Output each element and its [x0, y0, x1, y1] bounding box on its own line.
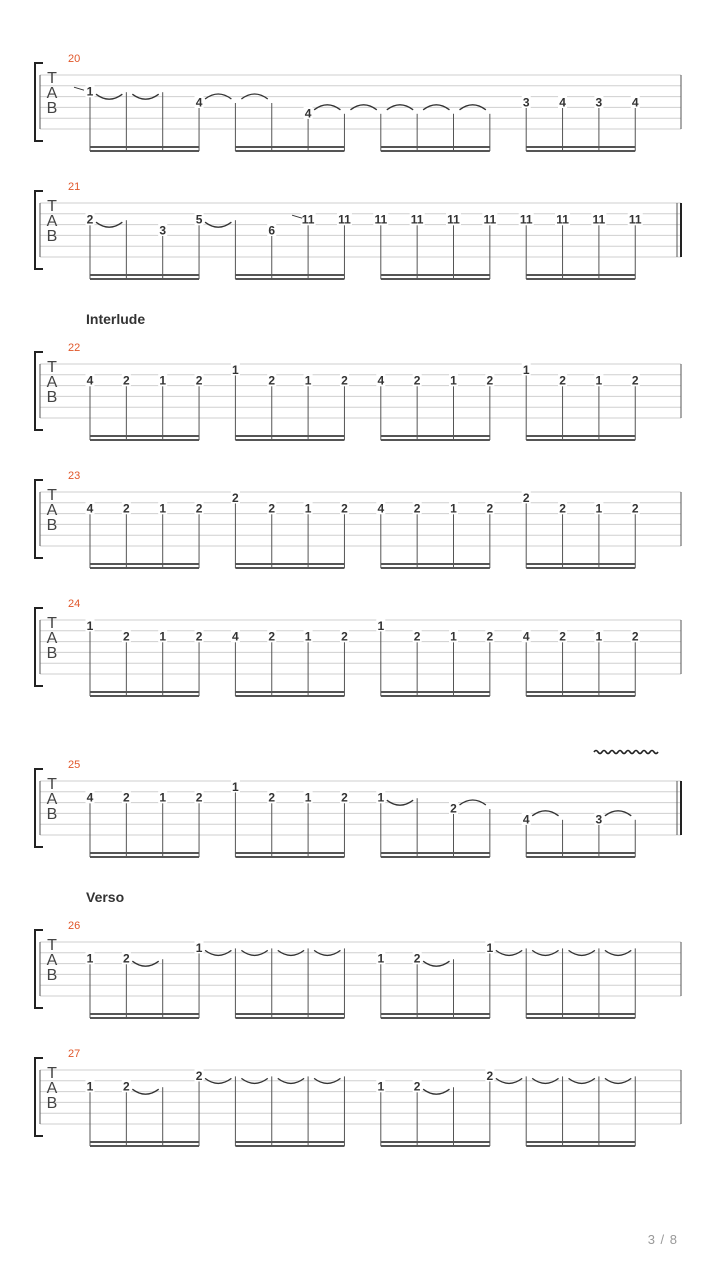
fret-number[interactable]: 1: [232, 362, 239, 377]
vibrato-mark: [594, 751, 658, 754]
fret-number[interactable]: 1: [159, 790, 167, 805]
fret-number[interactable]: 2: [631, 501, 639, 516]
tab-clef-letter: T: [47, 487, 57, 504]
fret-number[interactable]: 3: [595, 95, 603, 110]
section-label-verso: Verso: [86, 889, 125, 905]
fret-number[interactable]: 1: [377, 1079, 385, 1094]
slide-mark: [74, 87, 84, 90]
tab-clef-letter: T: [47, 198, 57, 215]
fret-number[interactable]: 1: [86, 84, 94, 99]
bar-number: 25: [68, 759, 81, 771]
fret-number[interactable]: 1: [304, 629, 312, 644]
fret-number[interactable]: 2: [559, 501, 566, 516]
fret-number[interactable]: 11: [410, 212, 424, 227]
tab-clef-letter: A: [46, 952, 58, 969]
fret-number[interactable]: 1: [232, 779, 239, 794]
fret-number[interactable]: 2: [123, 790, 130, 805]
tab-clef-letter: A: [46, 213, 58, 230]
fret-number[interactable]: 2: [413, 1079, 421, 1094]
tab-system: [35, 470, 681, 568]
fret-number[interactable]: 1: [195, 940, 203, 955]
fret-number[interactable]: 4: [377, 501, 385, 516]
fret-number[interactable]: 1: [159, 501, 167, 516]
fret-number[interactable]: 11: [556, 212, 569, 227]
fret-number[interactable]: 2: [486, 629, 494, 644]
fret-number[interactable]: 4: [522, 629, 530, 644]
tab-clef-letter: B: [46, 228, 58, 245]
tab-clef-letter: T: [47, 937, 57, 954]
fret-number[interactable]: 2: [195, 501, 203, 516]
fret-number[interactable]: 11: [338, 212, 351, 227]
fret-number[interactable]: 1: [522, 362, 530, 377]
fret-number[interactable]: 2: [450, 801, 457, 816]
fret-number[interactable]: 4: [631, 95, 639, 110]
fret-number[interactable]: 3: [595, 812, 603, 827]
fret-number[interactable]: 4: [304, 106, 312, 121]
fret-number[interactable]: 2: [268, 501, 276, 516]
fret-number[interactable]: 2: [413, 629, 421, 644]
fret-number[interactable]: 3: [522, 95, 530, 110]
tab-system: [35, 342, 681, 440]
tab-clef-letter: A: [46, 502, 58, 519]
bar-number: 24: [68, 598, 81, 610]
fret-number[interactable]: 1: [377, 951, 385, 966]
tab-clef-letter: A: [46, 1080, 58, 1097]
tab-system: [35, 751, 681, 858]
tab-clef-letter: A: [46, 85, 58, 102]
fret-number[interactable]: 4: [232, 629, 239, 644]
fret-number[interactable]: 2: [522, 490, 530, 505]
fret-number[interactable]: 11: [483, 212, 497, 227]
fret-number[interactable]: 4: [86, 790, 94, 805]
fret-number[interactable]: 11: [592, 212, 606, 227]
fret-number[interactable]: 2: [123, 951, 130, 966]
fret-number[interactable]: 5: [195, 212, 203, 227]
fret-number[interactable]: 2: [123, 373, 130, 388]
fret-number[interactable]: 1: [86, 1079, 94, 1094]
fret-number[interactable]: 2: [268, 373, 276, 388]
tab-system: [35, 1048, 681, 1146]
bar-number: 20: [68, 53, 81, 65]
fret-number[interactable]: 2: [268, 629, 276, 644]
fret-number[interactable]: 1: [595, 629, 603, 644]
tab-system: [35, 920, 681, 1018]
fret-number[interactable]: 1: [304, 501, 312, 516]
fret-number[interactable]: 2: [123, 1079, 130, 1094]
bar-number: 21: [68, 181, 81, 193]
tab-clef-letter: T: [47, 1065, 57, 1082]
bar-number: 26: [68, 920, 81, 932]
fret-number[interactable]: 1: [159, 629, 167, 644]
tab-clef-letter: B: [46, 517, 58, 534]
fret-number[interactable]: 1: [377, 618, 385, 633]
fret-number[interactable]: 2: [486, 373, 494, 388]
fret-number[interactable]: 1: [86, 618, 94, 633]
fret-number[interactable]: 2: [341, 373, 348, 388]
tab-clef-letter: B: [46, 645, 58, 662]
fret-number[interactable]: 2: [195, 790, 203, 805]
tab-clef-letter: B: [46, 967, 58, 984]
tab-system: [35, 598, 681, 696]
fret-number[interactable]: 1: [450, 629, 457, 644]
fret-number[interactable]: 2: [341, 501, 348, 516]
fret-number[interactable]: 2: [123, 629, 130, 644]
fret-number[interactable]: 2: [195, 629, 203, 644]
fret-number[interactable]: 2: [631, 629, 639, 644]
tab-clef-letter: T: [47, 776, 57, 793]
fret-number[interactable]: 4: [522, 812, 530, 827]
fret-number[interactable]: 1: [304, 373, 312, 388]
fret-number[interactable]: 2: [123, 501, 130, 516]
fret-number[interactable]: 2: [413, 951, 421, 966]
fret-number[interactable]: 6: [268, 223, 276, 238]
section-label-interlude: Interlude: [86, 311, 146, 327]
page-number: 3 / 8: [647, 1232, 678, 1247]
fret-number[interactable]: 1: [595, 373, 603, 388]
fret-number[interactable]: 1: [595, 501, 603, 516]
fret-number[interactable]: 4: [86, 501, 94, 516]
fret-number[interactable]: 2: [413, 501, 421, 516]
fret-number[interactable]: 1: [377, 790, 385, 805]
fret-number[interactable]: 1: [450, 373, 457, 388]
fret-number[interactable]: 2: [559, 629, 566, 644]
bar-number: 27: [68, 1048, 81, 1060]
fret-number[interactable]: 2: [268, 790, 276, 805]
fret-number[interactable]: 1: [304, 790, 312, 805]
fret-number[interactable]: 11: [374, 212, 388, 227]
tab-clef-letter: B: [46, 389, 58, 406]
tab-system: [35, 181, 681, 279]
fret-number[interactable]: 11: [628, 212, 642, 227]
tab-clef-letter: B: [46, 1095, 58, 1112]
fret-number[interactable]: 4: [86, 373, 94, 388]
tab-clef-letter: B: [46, 806, 58, 823]
fret-number[interactable]: 11: [447, 212, 460, 227]
tab-clef-letter: A: [46, 374, 58, 391]
fret-number[interactable]: 1: [450, 501, 457, 516]
fret-number[interactable]: 2: [341, 790, 348, 805]
fret-number[interactable]: 4: [377, 373, 385, 388]
fret-number[interactable]: 2: [559, 373, 566, 388]
fret-number[interactable]: 1: [86, 951, 94, 966]
fret-number[interactable]: 1: [159, 373, 167, 388]
tab-clef-letter: A: [46, 630, 58, 647]
fret-number[interactable]: 4: [195, 95, 203, 110]
fret-number[interactable]: 3: [159, 223, 167, 238]
fret-number[interactable]: 11: [301, 212, 315, 227]
fret-number[interactable]: 2: [232, 490, 239, 505]
tab-clef-letter: T: [47, 359, 57, 376]
fret-number[interactable]: 2: [195, 373, 203, 388]
fret-number[interactable]: 2: [486, 501, 494, 516]
fret-number[interactable]: 2: [341, 629, 348, 644]
tab-clef-letter: B: [46, 100, 58, 117]
fret-number[interactable]: 2: [86, 212, 94, 227]
fret-number[interactable]: 11: [519, 212, 533, 227]
tab-system: [35, 53, 681, 151]
fret-number[interactable]: 2: [631, 373, 639, 388]
bar-number: 22: [68, 342, 81, 354]
fret-number[interactable]: 4: [559, 95, 566, 110]
tab-clef-letter: A: [46, 791, 58, 808]
fret-number[interactable]: 2: [195, 1068, 203, 1083]
tab-clef-letter: T: [47, 70, 57, 87]
bar-number: 23: [68, 470, 81, 482]
fret-number[interactable]: 2: [413, 373, 421, 388]
fret-number[interactable]: 2: [486, 1068, 494, 1083]
fret-number[interactable]: 1: [486, 940, 494, 955]
tab-clef-letter: T: [47, 615, 57, 632]
